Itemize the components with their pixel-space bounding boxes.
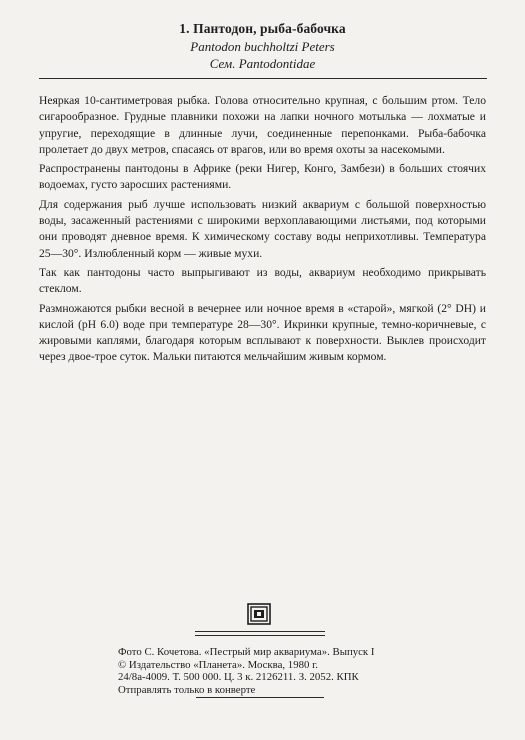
paragraph-breeding: Размножаются рыбки весной в вечернее или ночное время в «старой», мягкой (2° DH) и кислой (pH 6.0) воде при температуре 28—30°. Икринки крупные, темно-коричневые, с жировыми каплями, благодаря которым всплывают к поверхности. Выклев происходит через двое-трое суток. Мальки питаются мельчайшим живым кормом. [39, 301, 486, 364]
card-title: 1. Пантодон, рыба-бабочка [179, 21, 346, 36]
imprint [118, 646, 448, 696]
paragraph-description: Неяркая 10-сантиметровая рыбка. Голова относительно крупная, с большим ртом. Тело сигарообразное. Грудные плавники похожи на лапки ночного мотылька — лохматые и упругие, переходящие в длинные лучи, соединенные перепонками. Рыба-бабочка пролетает до двух метров, спасаясь от врагов, или во время охоты за насекомыми. [39, 94, 486, 156]
imprint-photo-credit: Фото С. Кочетова. «Пестрый мир аквариума». Выпуск I [118, 646, 375, 658]
imprint-publisher: © Издательство «Планета». Москва, 1980 г. [118, 658, 319, 671]
family-name: Сем. Pantodontidae [209, 56, 316, 71]
footer-divider [195, 631, 325, 636]
description [39, 93, 486, 369]
latin-name: Pantodon buchholtzi Peters [190, 39, 335, 54]
imprint-mailing-note: Отправлять только в конверте [118, 683, 256, 696]
imprint-print-data: 24/8а-4009. Т. 500 000. Ц. 3 к. 2126211. З. 2052. КПК [118, 671, 359, 684]
paragraph-cover: Так как пантодоны часто выпрыгивают из воды, аквариум необходимо прикрывать стеклом. [39, 265, 486, 296]
paragraph-keeping: Для содержания рыб лучше использовать низкий аквариум с большой поверхностью воды, засаженный растениями с широкими верхоплавающими листьями, под которыми они проводят дневное время. К химическому составу воды неприхотливы. Температура 25—30°. Излюбленный корм — живые мухи. [39, 197, 486, 260]
bottom-divider [196, 697, 324, 698]
publisher-logo-icon [247, 603, 271, 625]
top-divider [39, 78, 487, 79]
paragraph-habitat: Распространены пантодоны в Африке (реки Нигер, Конго, Замбези) в больших стоячих водоемах, густо заросших растениями. [39, 162, 486, 192]
